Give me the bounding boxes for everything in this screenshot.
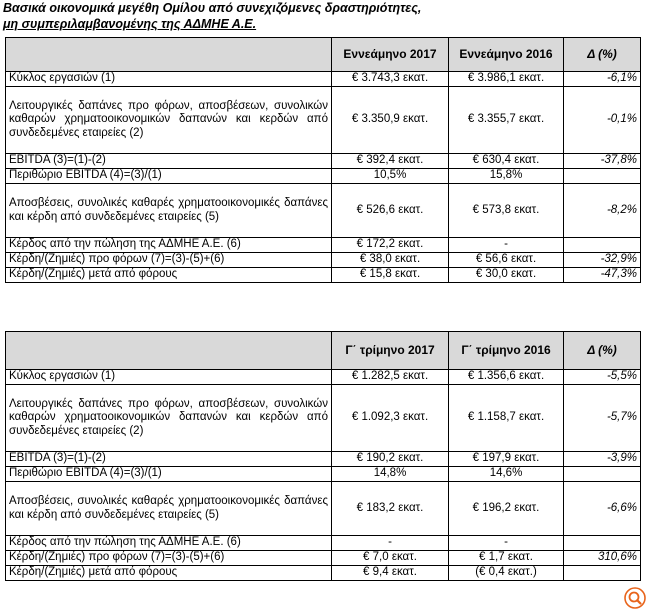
row-delta: -37,8% xyxy=(564,154,641,169)
row-value-current: € 3.350,9 εκατ. xyxy=(332,87,449,154)
row-delta: -8,2% xyxy=(564,184,641,238)
nine-month-table xyxy=(5,37,641,283)
row-value-current: € 190,2 εκατ. xyxy=(332,452,449,467)
row-delta xyxy=(564,238,641,253)
row-value-current: € 1.092,3 εκατ. xyxy=(332,385,449,452)
row-label: Κέρδη/(Ζημιές) μετά από φόρους xyxy=(6,566,332,581)
table-row xyxy=(6,184,641,238)
row-delta: 310,6% xyxy=(564,551,641,566)
row-label: Κέρδη/(Ζημιές) μετά από φόρους xyxy=(6,268,332,283)
table-header-row xyxy=(6,38,641,72)
row-value-current: € 38,0 εκατ. xyxy=(332,253,449,268)
row-label: Περιθώριο EBITDA (4)=(3)/(1) xyxy=(6,467,332,482)
row-delta: -6,6% xyxy=(564,482,641,536)
row-delta: -5,7% xyxy=(564,385,641,452)
table-row xyxy=(6,467,641,482)
row-label: Κέρδη/(Ζημιές) προ φόρων (7)=(3)-(5)+(6) xyxy=(6,253,332,268)
header-col-previous: Εννεάμηνο 2016 xyxy=(449,38,564,72)
row-delta: -0,1% xyxy=(564,87,641,154)
row-value-current: € 7,0 εκατ. xyxy=(332,551,449,566)
table-row xyxy=(6,370,641,385)
row-value-previous: (€ 0,4 εκατ.) xyxy=(449,566,564,581)
row-label: Κύκλος εργασιών (1) xyxy=(6,370,332,385)
row-value-previous: - xyxy=(449,536,564,551)
row-value-current: € 1.282,5 εκατ. xyxy=(332,370,449,385)
row-value-previous: - xyxy=(449,238,564,253)
row-delta xyxy=(564,566,641,581)
document-title xyxy=(3,0,643,32)
row-value-previous: 14,6% xyxy=(449,467,564,482)
row-label: Κέρδος από την πώληση της ΑΔΜΗΕ Α.Ε. (6) xyxy=(6,536,332,551)
row-value-current: 14,8% xyxy=(332,467,449,482)
table-row xyxy=(6,169,641,184)
row-delta: -6,1% xyxy=(564,72,641,87)
title-line-1: Βασικά οικονομικά μεγέθη Ομίλου από συνεχιζόμενες δραστηριότητες, xyxy=(3,1,422,15)
row-delta: -47,3% xyxy=(564,268,641,283)
header-corner xyxy=(6,332,332,370)
header-col-current: Εννεάμηνο 2017 xyxy=(332,38,449,72)
table-row xyxy=(6,536,641,551)
header-col-previous: Γ΄ τρίμηνο 2016 xyxy=(449,332,564,370)
row-value-previous: € 1,7 εκατ. xyxy=(449,551,564,566)
table-row xyxy=(6,452,641,467)
row-value-current: € 526,6 εκατ. xyxy=(332,184,449,238)
row-value-previous: € 3.986,1 εκατ. xyxy=(449,72,564,87)
row-value-current: € 15,8 εκατ. xyxy=(332,268,449,283)
row-label: Περιθώριο EBITDA (4)=(3)/(1) xyxy=(6,169,332,184)
row-value-previous: € 1.356,6 εκατ. xyxy=(449,370,564,385)
row-label: Κύκλος εργασιών (1) xyxy=(6,72,332,87)
row-value-previous: € 573,8 εκατ. xyxy=(449,184,564,238)
row-value-current: € 183,2 εκατ. xyxy=(332,482,449,536)
row-label: Λειτουργικές δαπάνες προ φόρων, αποσβέσεων, συνολικών καθαρών χρηματοοικονομικών δαπανών και κερδών από συνδεδεμένες εταιρείες (2) xyxy=(6,385,332,452)
table-row xyxy=(6,385,641,452)
table-row xyxy=(6,566,641,581)
row-value-previous: € 1.158,7 εκατ. xyxy=(449,385,564,452)
row-delta: -3,9% xyxy=(564,452,641,467)
row-delta: -32,9% xyxy=(564,253,641,268)
table-row xyxy=(6,72,641,87)
row-value-previous: € 3.355,7 εκατ. xyxy=(449,87,564,154)
table-row xyxy=(6,87,641,154)
table-row xyxy=(6,154,641,169)
third-quarter-table xyxy=(5,331,641,581)
row-value-current: € 392,4 εκατ. xyxy=(332,154,449,169)
row-delta xyxy=(564,536,641,551)
row-value-current: - xyxy=(332,536,449,551)
table-row xyxy=(6,268,641,283)
row-value-previous: € 56,6 εκατ. xyxy=(449,253,564,268)
row-value-current: 10,5% xyxy=(332,169,449,184)
row-value-previous: € 30,0 εκατ. xyxy=(449,268,564,283)
row-value-previous: 15,8% xyxy=(449,169,564,184)
header-col-current: Γ΄ τρίμηνο 2017 xyxy=(332,332,449,370)
row-value-current: € 172,2 εκατ. xyxy=(332,238,449,253)
row-value-previous: € 197,9 εκατ. xyxy=(449,452,564,467)
table-row xyxy=(6,253,641,268)
row-value-current: € 9,4 εκατ. xyxy=(332,566,449,581)
table-row xyxy=(6,482,641,536)
row-value-previous: € 196,2 εκατ. xyxy=(449,482,564,536)
row-label: Κέρδος από την πώληση της ΑΔΜΗΕ Α.Ε. (6) xyxy=(6,238,332,253)
row-label: EBITDA (3)=(1)-(2) xyxy=(6,452,332,467)
search-zoom-icon[interactable] xyxy=(624,587,646,609)
table-header-row xyxy=(6,332,641,370)
table-row xyxy=(6,238,641,253)
header-col-delta: Δ (%) xyxy=(564,38,641,72)
header-col-delta: Δ (%) xyxy=(564,332,641,370)
row-value-previous: € 630,4 εκατ. xyxy=(449,154,564,169)
row-label: EBITDA (3)=(1)-(2) xyxy=(6,154,332,169)
row-value-current: € 3.743,3 εκατ. xyxy=(332,72,449,87)
row-label: Αποσβέσεις, συνολικές καθαρές χρηματοοικονομικές δαπάνες και κέρδη από συνδεδεμένες εταιρείες (5) xyxy=(6,482,332,536)
row-label: Αποσβέσεις, συνολικές καθαρές χρηματοοικονομικές δαπάνες και κέρδη από συνδεδεμένες εταιρείες (5) xyxy=(6,184,332,238)
row-label: Κέρδη/(Ζημιές) προ φόρων (7)=(3)-(5)+(6) xyxy=(6,551,332,566)
table-row xyxy=(6,551,641,566)
row-delta xyxy=(564,169,641,184)
row-label: Λειτουργικές δαπάνες προ φόρων, αποσβέσεων, συνολικών καθαρών χρηματοοικονομικών δαπανών και κερδών από συνδεδεμένες εταιρείες (2) xyxy=(6,87,332,154)
title-line-2: μη συμπεριλαμβανομένης της ΑΔΜΗΕ Α.Ε. xyxy=(3,17,257,31)
header-corner xyxy=(6,38,332,72)
row-delta xyxy=(564,467,641,482)
row-delta: -5,5% xyxy=(564,370,641,385)
